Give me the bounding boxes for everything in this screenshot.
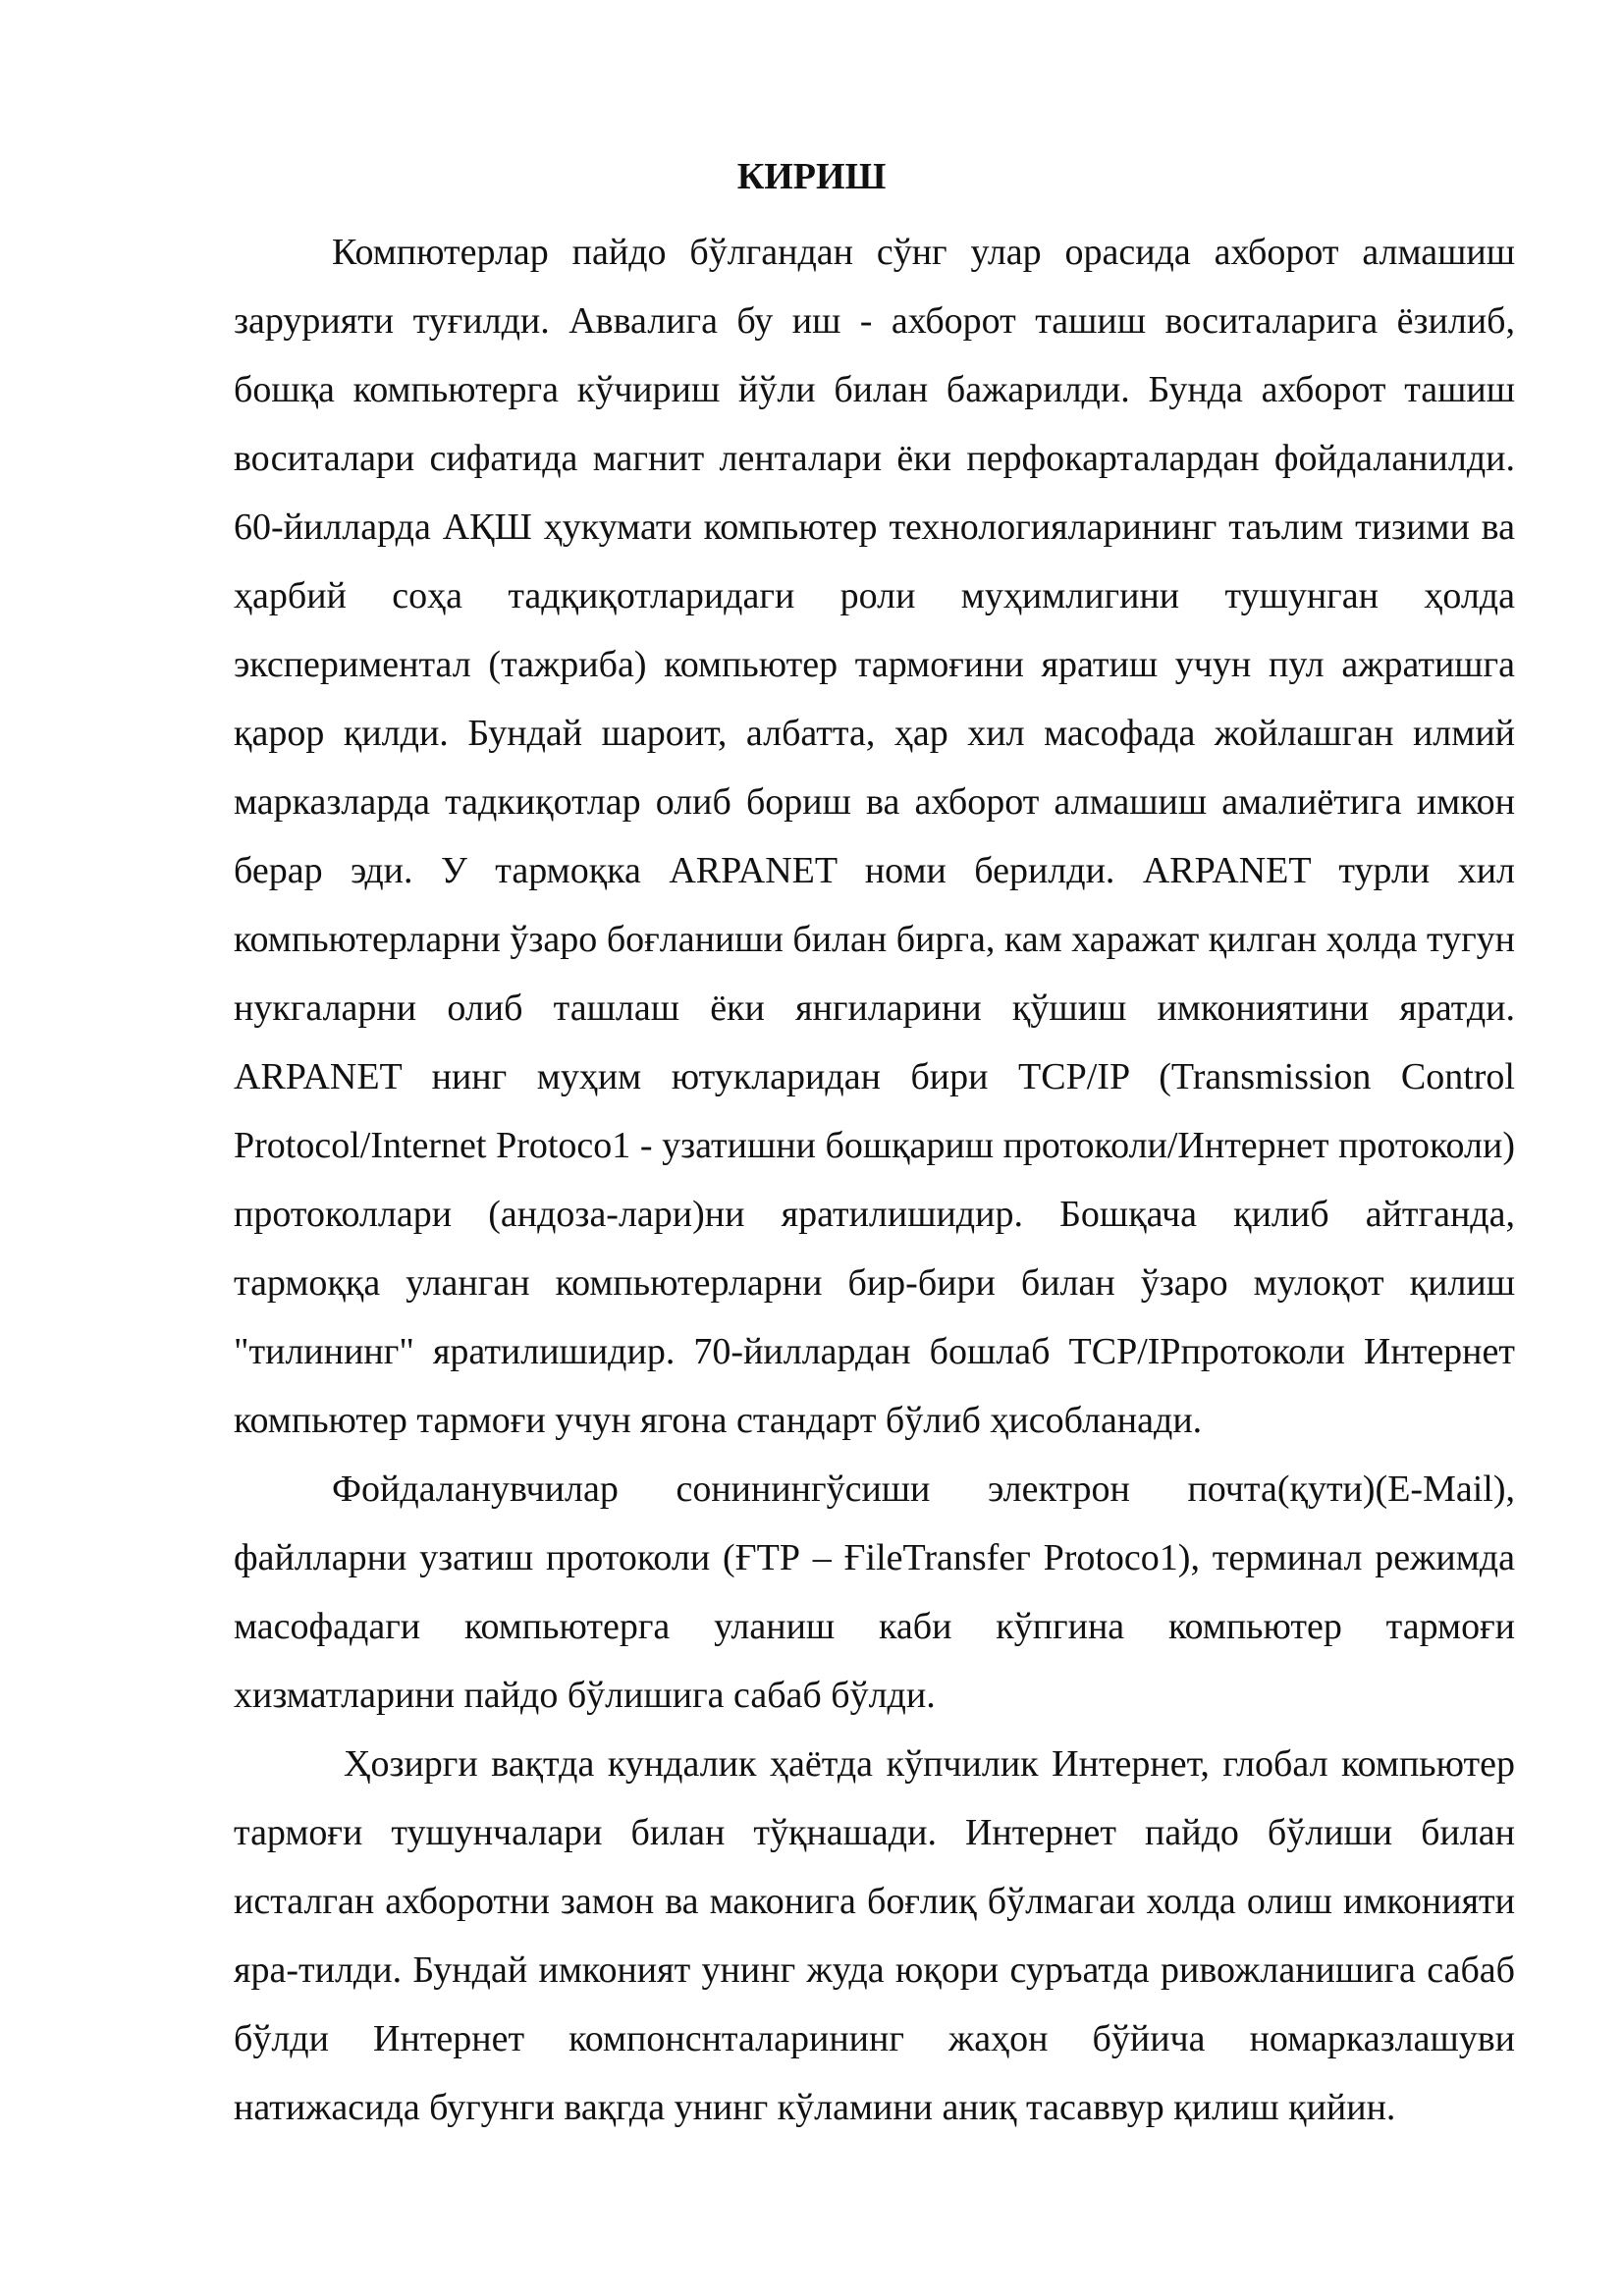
paragraph-present-day: Ҳозирги вақтда кундалик ҳаётда кўпчилик Интернет, глобал компьютер тармоғи тушунчалари билан тўқнашади. Интернет пайдо бўлиши билан исталган ахборотни замон ва маконига боғлиқ бўлмагаи холда олиш имконияти яра-тилди. Бундай имконият унинг жуда юқори суръатда ривожланишига сабаб бўлди Интернет компонснталарининг жаҳон бўйича номарказлашуви натижасида бугунги вақгда унинг кўламини аниқ тасаввур қилиш қийин.: [234, 1743, 1515, 2128]
document-title: КИРИШ: [736, 156, 887, 197]
paragraph-introduction: Компютерлар пайдо бўлгандан сўнг улар орасида ахборот алмашиш зарурияти туғилди. Аввалига бу иш - ахборот ташиш воситаларига ёзилиб, бошқа компьютерга кўчириш йўли билан бажарилди. Бунда ахборот ташиш воситалари сифатида магнит ленталари ёки перфокарталардан фойдаланилди. 60-йилларда АҚШ ҳукумати компьютер технологияларининг таълим тизими ва ҳарбий соҳа тадқиқотларидаги роли муҳимлигини тушунган ҳолда экспериментал (тажриба) компьютер тармоғини яратиш учун пул ажратишга қарор қилди. Бундай шароит, албатта, ҳар хил масофада жойлашган илмий марказларда тадкиқотлар олиб бориш ва ахборот алмашиш амалиётига имкон берар эди. У тармоқка ARPANET номи берилди. ARPANET турли хил компьютерларни ўзаро боғланиши билан бирга, кам харажат қилган ҳолда тугун нукгаларни олиб ташлаш ёки янгиларини қўшиш имкониятини яратди. ARPANET нинг муҳим ютукларидан бири TCP/IP (Transmission Control Protocol/Internet Protoco1 - узатишни бошқариш протоколи/Интернет протоколи) протоколлари (андоза-лари)ни яратилишидир. Бошқача қилиб айтганда, тармоққа уланган компьютерларни бир-бири билан ўзаро мулоқот қилиш "тилининг" яратилишидир. 70-йиллардан бошлаб TCP/IPпротоколи Интернет компьютер тармоғи учун ягона стандарт бўлиб ҳисобланади.: [234, 232, 1515, 1441]
document-body: [234, 218, 1515, 2142]
paragraph-services: Фойдаланувчилар сонинингўсиши электрон почта(қути)(E-Mail), файлларни узатиш протоколи (ҒТР – ҒileTransfeг Protoco1), терминал режимда масофадаги компьютерга уланиш каби кўпгина компьютер тармоғи хизматларини пайдо бўлишига сабаб бўлди.: [234, 1468, 1515, 1716]
